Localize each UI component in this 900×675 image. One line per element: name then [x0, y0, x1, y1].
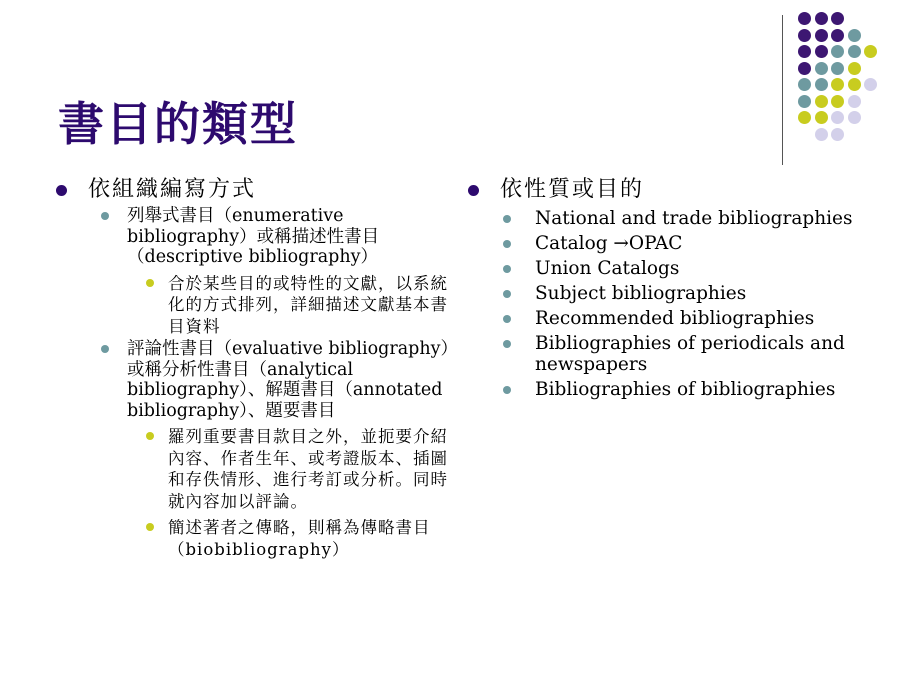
decorative-dot: [848, 62, 861, 75]
decorative-dot: [815, 128, 828, 141]
right-heading-text: 依性質或目的: [500, 177, 645, 202]
left-heading-text: 依組織編寫方式: [88, 177, 257, 202]
decorative-dot: [798, 111, 811, 124]
bullet-icon: [146, 523, 154, 531]
decorative-dot: [831, 29, 844, 42]
decorative-dot: [831, 128, 844, 141]
sub-list-item: [52, 517, 452, 560]
decorative-dot: [831, 12, 844, 25]
right-column: [464, 176, 884, 400]
list-item-text: Recommended bibliographies: [535, 308, 815, 329]
decorative-dot: [831, 45, 844, 58]
decorative-dot: [831, 62, 844, 75]
decorative-dot: [815, 12, 828, 25]
bullet-icon: [101, 345, 109, 353]
list-item: [464, 233, 884, 254]
bullet-icon: [56, 185, 67, 196]
list-item: [464, 333, 884, 375]
bullet-icon: [503, 340, 511, 348]
decorative-dot: [798, 95, 811, 108]
left-column: [52, 176, 452, 560]
decorative-dot: [831, 78, 844, 91]
bullet-icon: [503, 290, 511, 298]
decorative-dot: [798, 29, 811, 42]
list-item-text: Bibliographies of bibliographies: [535, 379, 836, 400]
decorative-dot: [848, 45, 861, 58]
sub-list-item: [52, 426, 452, 512]
list-item: [464, 379, 884, 400]
list-item: [52, 339, 452, 421]
decorative-dot: [848, 95, 861, 108]
decorative-dot: [798, 12, 811, 25]
decorative-dot: [815, 29, 828, 42]
decorative-dot: [864, 78, 877, 91]
bullet-icon: [468, 185, 479, 196]
sub-list-item-text: 合於某些目的或特性的文獻，以系統化的方式排列，詳細描述文獻基本書目資料: [168, 273, 448, 336]
list-item: [464, 283, 884, 304]
decorative-dot: [815, 78, 828, 91]
sub-list-item-text: 羅列重要書目款目之外，並扼要介紹內容、作者生年、或考證版本、插圖和存佚情形、進行考訂或分析。同時就內容加以評論。: [168, 427, 448, 511]
list-item-text: National and trade bibliographies: [535, 208, 853, 229]
bullet-icon: [101, 212, 109, 220]
bullet-icon: [503, 386, 511, 394]
decorative-dot: [815, 45, 828, 58]
bullet-icon: [503, 215, 511, 223]
decorative-dot: [815, 95, 828, 108]
decorative-dot: [848, 78, 861, 91]
decorative-dot: [848, 29, 861, 42]
decorative-dot: [831, 111, 844, 124]
list-item-text: Union Catalogs: [535, 258, 680, 279]
bullet-icon: [503, 240, 511, 248]
list-item-text: 評論性書目（evaluative bibliography）或稱分析性書目（analytical bibliography）、解題書目（annotated bibliography）、題要書目: [127, 339, 450, 421]
list-item-text: Bibliographies of periodicals and newspapers: [535, 333, 845, 375]
bullet-icon: [146, 432, 154, 440]
divider-line: [782, 15, 783, 165]
decorative-dot: [815, 111, 828, 124]
sub-list-item: [52, 273, 452, 338]
decorative-dot: [798, 45, 811, 58]
list-item: [464, 308, 884, 329]
sub-list-item-text: 簡述著者之傳略，則稱為傳略書目（biobibliography）: [168, 518, 431, 559]
right-heading: [464, 176, 884, 204]
bullet-icon: [146, 279, 154, 287]
list-item: [52, 206, 452, 268]
list-item: [464, 258, 884, 279]
left-heading: [52, 176, 452, 204]
decorative-dot: [848, 111, 861, 124]
decorative-dot: [831, 95, 844, 108]
list-item-text: 列舉式書目（enumerative bibliography）或稱描述性書目（descriptive bibliography）: [127, 206, 380, 267]
list-item-text: Subject bibliographies: [535, 283, 747, 304]
decorative-dot: [798, 62, 811, 75]
slide-title: 書目的類型: [58, 97, 298, 151]
list-item: [464, 208, 884, 229]
bullet-icon: [503, 315, 511, 323]
decorative-dot: [798, 78, 811, 91]
list-item-text: Catalog →OPAC: [535, 233, 683, 254]
decorative-dot: [864, 45, 877, 58]
decorative-dot-grid: [798, 12, 894, 148]
decorative-dot: [815, 62, 828, 75]
bullet-icon: [503, 265, 511, 273]
